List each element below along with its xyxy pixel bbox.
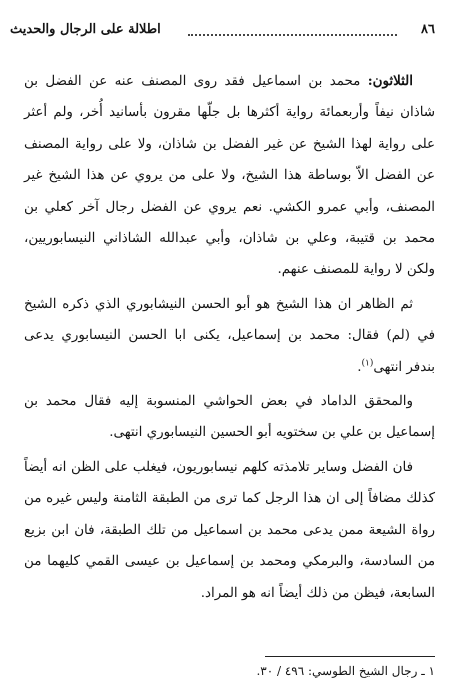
running-title: اطلالة على الرجال والحديث: [10, 22, 161, 37]
page-number: ٨٦: [421, 22, 435, 37]
paragraph-2: [24, 289, 435, 383]
header-dot-leader: [188, 26, 397, 36]
footnote-divider: [265, 656, 435, 657]
main-text: [24, 60, 435, 612]
paragraph-3: والمحقق الداماد في بعض الحواشي المنسوبة إليه فقال محمد بن إسماعيل بن علي بن سختويه أبو الحسين النيسابوري انتهى.: [24, 394, 435, 441]
paragraph-2-body: ثم الظاهر ان هذا الشيخ هو أبو الحسن النيشابوري الذي ذكره الشيخ في (لم) فقال: محمد بن إسماعيل، يكنى ابا الحسن النيسابوري يدعى بندفر انتهى: [24, 296, 435, 375]
footnote: ١ ـ رجال الشيخ الطوسي: ٤٩٦ / ٣٠.: [256, 664, 435, 678]
paragraph-2-end: .: [357, 359, 362, 375]
footnote-marker[interactable]: (١): [361, 358, 374, 369]
page-header: [10, 22, 435, 44]
paragraph-1: [24, 66, 435, 286]
paragraph-1-body: محمد بن اسماعيل فقد روى المصنف عنه عن الفضل بن شاذان نيفاً وأربعمائة رواية أكثرها بل جلّها مقرون بأسانيد أُخر، ولم أعثر على رواية لهذا الشيخ عن غير الفضل بن شاذان، ولا على رواية المصنف عن الفضل الاّ بوساطة هذا الشيخ، ولا على من يروي عن هذا الشيخ غير المصنف، وأبي عمرو الكشي. نعم يروي عن الفضل رجال آخر كعلي بن محمد بن قتيبة، وعلي بن شاذان، وأبي عبدالله الشاذاني النيسابوريين، ولكن لا رواية للمصنف عنهم.: [24, 74, 435, 278]
paragraph-1-lead: الثلاثون:: [367, 73, 413, 89]
paragraph-4: فان الفضل وساير تلامذته كلهم نيسابوريون، فيغلب على الظن انه أيضاً كذلك مضافاً إلى ان هذا الرجل كما ترى من الطبقة الثامنة وليس غيره من رواة الشيعة ممن يدعى محمد بن اسماعيل من تلك الطبقة، فان ابن بزيع من السادسة، والبرمكي ومحمد بن إسماعيل بن عيسى القمي كليهما من السابعة، فيظن من ذلك أيضاً انه هو المراد.: [24, 459, 435, 601]
